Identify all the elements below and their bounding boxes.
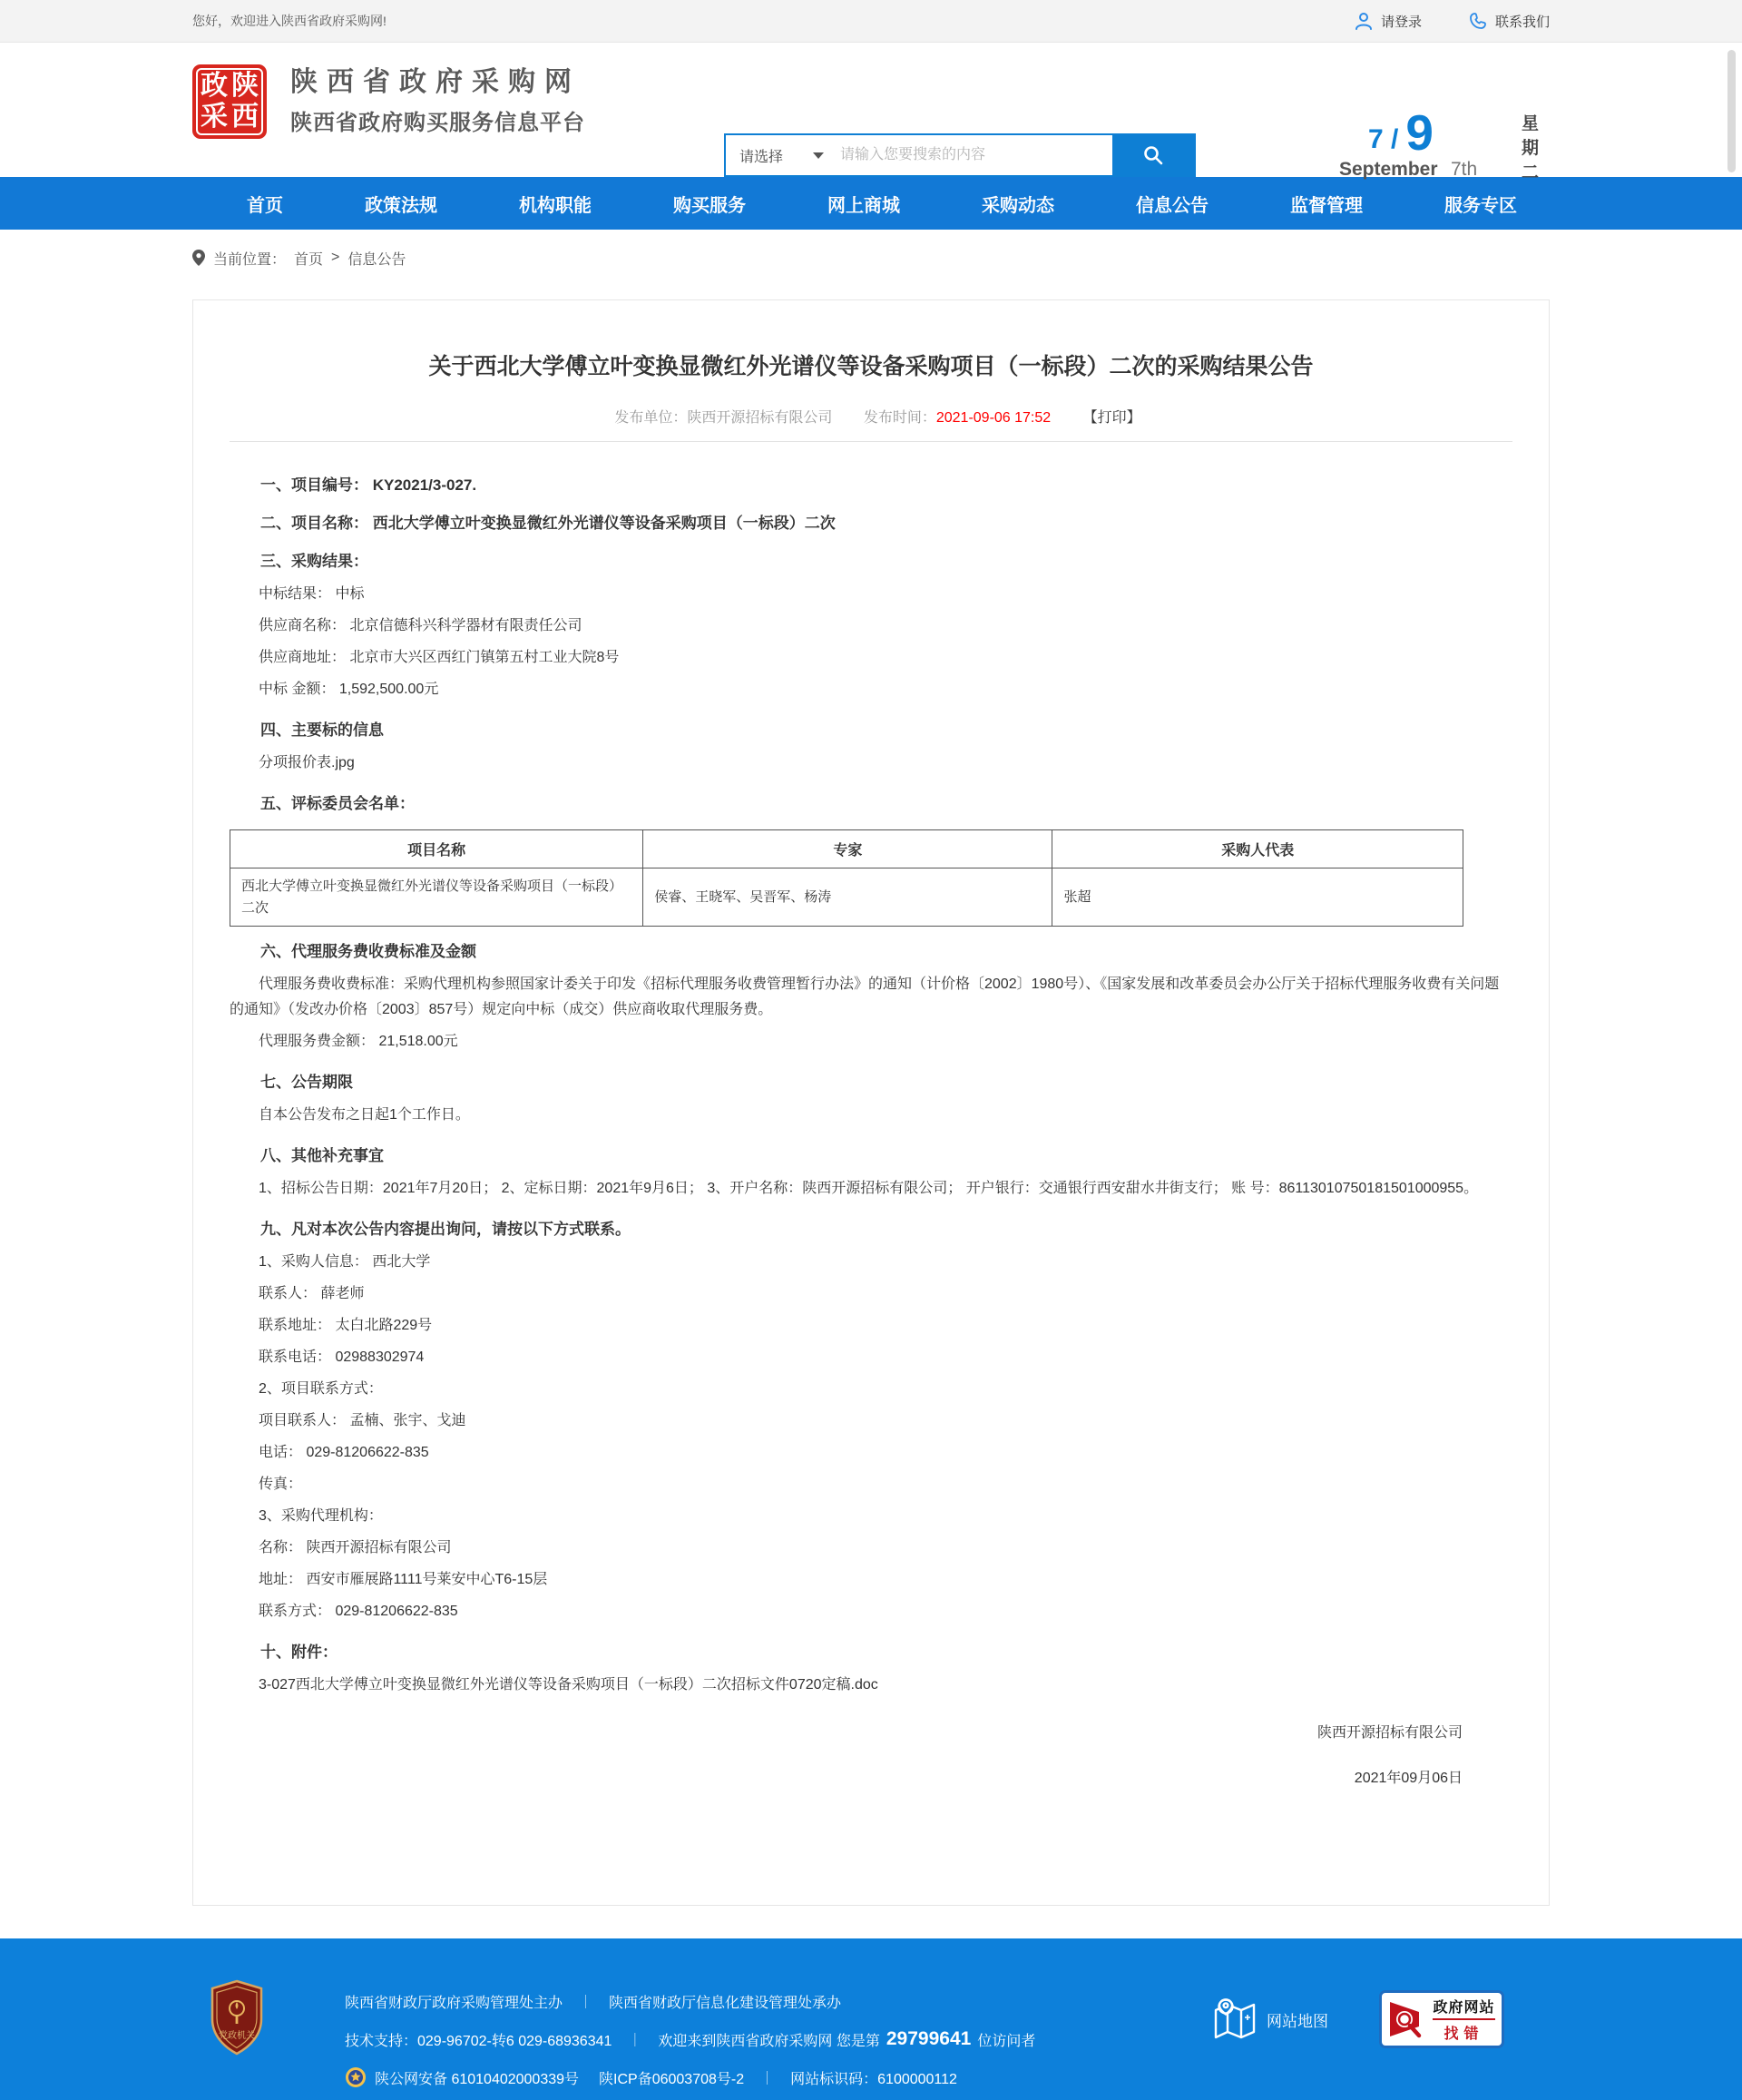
paragraph: 1、采购人信息： 西北大学 (259, 1253, 431, 1270)
breadcrumb-bar (0, 230, 1742, 286)
section-heading: 四、主要标的信息 (260, 721, 384, 739)
logo-char: 采 (201, 102, 228, 132)
attachment-link[interactable]: 3-027西北大学傅立叶变换显微红外光谱仪等设备采购项目（一标段）二次招标文件0720定稿.doc (259, 1676, 878, 1693)
table-header-cell: 采购人代表 (1052, 830, 1463, 868)
paragraph: 中标结果： 中标 (259, 585, 365, 602)
topbar-links (1355, 12, 1550, 31)
logo-seal (192, 64, 267, 139)
site-logo[interactable] (192, 64, 585, 139)
error-badge-title: 政府网站 (1433, 1996, 1494, 2020)
paragraph: 2、项目联系方式： (259, 1380, 383, 1397)
date-widget (1334, 104, 1544, 190)
paragraph: 代理服务费金额： 21,518.00元 (259, 1033, 458, 1049)
meta-divider (230, 441, 1512, 442)
section-heading: 六、代理服务费收费标准及金额 (260, 943, 476, 960)
site-footer (0, 1938, 1742, 2100)
nav-item-监督管理[interactable]: 监督管理 (1290, 195, 1363, 216)
logo-char: 陕 (231, 71, 259, 101)
table-cell: 张超 (1052, 868, 1463, 927)
paragraph: 项目联系人： 孟楠、张宇、戈迪 (259, 1412, 466, 1428)
party-government-shield-icon (207, 1978, 267, 2061)
nav-item-采购动态[interactable]: 采购动态 (982, 195, 1054, 216)
nav-item-机构职能[interactable]: 机构职能 (519, 195, 592, 216)
contact-link[interactable] (1469, 12, 1550, 31)
nav-item-购买服务[interactable]: 购买服务 (673, 195, 746, 216)
announcement-article (192, 299, 1550, 1906)
date-ordinal: 7th (1451, 159, 1478, 180)
section-heading: 八、其他补充事宜 (260, 1147, 384, 1164)
footer-line-3: 陕公网安备 61010402000339号 陕ICP备06003708号-2 ｜ 网站标识码：6100000112 (345, 2058, 1035, 2096)
site-header (0, 43, 1742, 182)
date-weekday: 星 期 二 (1521, 114, 1539, 182)
paragraph: 联系人： 薛老师 (259, 1285, 365, 1301)
beian-link[interactable]: 陕公网安备 61010402000339号 (375, 2071, 580, 2087)
table-header-row (230, 830, 1463, 868)
paragraph: 电话： 029-81206622-835 (259, 1444, 429, 1460)
date-day: 9 (1405, 104, 1434, 161)
paragraph: 3、采购代理机构： (259, 1507, 383, 1524)
icp-link[interactable]: 陕ICP备06003708号-2 (599, 2071, 745, 2087)
contact-label: 联系我们 (1494, 14, 1550, 30)
nav-item-首页[interactable]: 首页 (247, 195, 283, 216)
paragraph: 传真： (259, 1476, 303, 1492)
table-header-cell: 专家 (643, 830, 1052, 868)
nav-item-政策法规[interactable]: 政策法规 (365, 195, 437, 216)
table-cell: 侯睿、王晓军、吴晋军、杨涛 (643, 868, 1052, 927)
table-row (230, 868, 1463, 927)
footer-line-1: 陕西省财政厅政府采购管理处主办 ｜ 陕西省财政厅信息化建设管理处承办 (345, 1994, 842, 2011)
nav-item-服务专区[interactable]: 服务专区 (1444, 195, 1517, 216)
date-month-day: 7 / (1368, 124, 1399, 154)
paragraph: 自本公告发布之日起1个工作日。 (259, 1106, 470, 1123)
footer-info (345, 1982, 1035, 2096)
publisher-label: 发布单位： (614, 410, 688, 426)
paragraph: 分项报价表.jpg (259, 754, 355, 770)
breadcrumb (192, 248, 406, 269)
police-badge-icon (345, 2066, 367, 2088)
chevron-down-icon (813, 152, 824, 159)
section-heading: 二、项目名称： 西北大学傅立叶变换显微红外光谱仪等设备采购项目（一标段）二次 (260, 515, 836, 532)
section-heading: 五、评标委员会名单： (260, 795, 415, 812)
site-title: 陕西省政府采购网 (290, 67, 581, 97)
publish-time-value: 2021-09-06 17:52 (935, 410, 1052, 426)
login-link[interactable] (1355, 12, 1422, 31)
page-title: 关于西北大学傅立叶变换显微红外光谱仪等设备采购项目（一标段）二次的采购结果公告 (428, 354, 1314, 379)
site-code: 网站标识码：6100000112 (790, 2071, 957, 2087)
section-heading: 七、公告期限 (260, 1074, 353, 1091)
search-category-select[interactable] (726, 135, 837, 175)
search-icon (1142, 144, 1164, 166)
section-heading: 三、采购结果： (260, 553, 368, 570)
sitemap-label: 网站地图 (1267, 2012, 1328, 2030)
publish-time-label: 发布时间： (863, 410, 936, 426)
scrollbar-thumb[interactable] (1727, 50, 1736, 172)
visitor-count: 29799641 (886, 2028, 972, 2049)
date-month-en: September (1339, 159, 1438, 180)
paragraph: 联系电话： 02988302974 (259, 1349, 425, 1365)
breadcrumb-separator: > (331, 250, 340, 265)
paragraph: 代理服务费收费标准：采购代理机构参照国家计委关于印发《招标代理服务收费管理暂行办法》的通知（计价格〔2002〕1980号）、《国家发展和改革委员会办公厅关于招标代理服务收费有关问题的通知》（发改办价格〔2003〕857号）规定向中标（成交）供应商收取代理服务费。 (230, 976, 1500, 1017)
signature-line: 2021年09月06日 (1354, 1771, 1463, 1786)
search-input[interactable] (837, 135, 1112, 175)
paragraph: 名称： 陕西开源招标有限公司 (259, 1539, 452, 1555)
breadcrumb-label: 当前位置： (213, 251, 287, 268)
signature-line: 陕西开源招标有限公司 (1316, 1725, 1463, 1741)
paragraph: 供应商名称： 北京信德科兴科学器材有限责任公司 (259, 617, 582, 633)
gov-site-error-report-badge[interactable] (1379, 1990, 1504, 2048)
nav-menu (247, 177, 1517, 230)
logo-char: 政 (201, 71, 228, 101)
paragraph: 联系方式： 029-81206622-835 (259, 1603, 458, 1619)
tech-support: 技术支持：029-96702-转6 029-68936341 (345, 2033, 612, 2049)
paragraph: 地址： 西安市雁展路1111号莱安中心T6-15层 (259, 1571, 548, 1587)
search-button[interactable] (1112, 135, 1194, 175)
breadcrumb-current: 信息公告 (347, 251, 406, 268)
nav-item-信息公告[interactable]: 信息公告 (1136, 195, 1209, 216)
shield-label: 党政机关 (219, 2031, 255, 2041)
paragraph: 联系地址： 太白北路229号 (259, 1317, 433, 1333)
section-heading: 十、附件： (260, 1644, 338, 1661)
location-pin-icon (192, 250, 205, 266)
welcome-text: 您好，欢迎进入陕西省政府采购网! (192, 14, 387, 28)
main-area (0, 286, 1742, 1906)
sitemap-link[interactable] (1214, 1996, 1328, 2043)
breadcrumb-home[interactable]: 首页 (294, 251, 324, 268)
print-button[interactable]: 【打印】 (1082, 410, 1141, 426)
paragraph: 供应商地址： 北京市大兴区西红门镇第五村工业大院8号 (259, 649, 620, 665)
search-bar (724, 133, 1196, 177)
user-icon (1355, 12, 1373, 30)
map-icon (1214, 1996, 1256, 2043)
site-subtitle: 陕西省政府购买服务信息平台 (290, 111, 585, 135)
evaluation-committee-table (230, 829, 1463, 927)
phone-icon (1469, 12, 1487, 30)
table-header-cell: 项目名称 (230, 830, 643, 868)
table-cell: 西北大学傅立叶变换显微红外光谱仪等设备采购项目（一标段）二次 (230, 868, 643, 927)
logo-char: 西 (231, 102, 259, 132)
search-select-label: 请选择 (739, 149, 784, 165)
section-heading: 九、凡对本次公告内容提出询问，请按以下方式联系。 (260, 1221, 631, 1238)
paragraph: 中标 金额： 1,592,500.00元 (259, 681, 439, 697)
error-finder-icon (1388, 1999, 1426, 2039)
section-heading: 一、项目编号： KY2021/3-027. (260, 476, 477, 494)
nav-item-网上商城[interactable]: 网上商城 (827, 195, 900, 216)
error-badge-subtitle: 找错 (1444, 2026, 1484, 2042)
paragraph: 1、招标公告日期：2021年7月20日； 2、定标日期：2021年9月6日； 3、开户名称：陕西开源招标有限公司； 开户银行：交通银行西安甜水井街支行； 账 号：86113010750181501000955。 (259, 1180, 1479, 1196)
publisher-value: 陕西开源招标有限公司 (687, 410, 833, 426)
footer-line-2: 技术支持：029-96702-转6 029-68936341 ｜ 欢迎来到陕西省政府采购网 您是第 29799641 位访问者 (345, 2028, 1036, 2049)
article-meta (230, 406, 1512, 427)
login-label: 请登录 (1380, 14, 1422, 30)
article-body (230, 473, 1512, 1791)
top-bar (0, 0, 1742, 43)
